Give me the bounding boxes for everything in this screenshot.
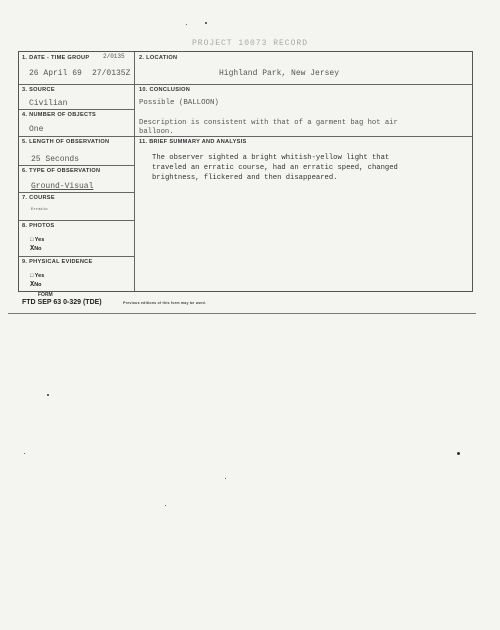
scan-speck [457, 452, 460, 455]
date-time-label: 1. DATE - TIME GROUP [22, 55, 90, 61]
row-divider [19, 109, 134, 110]
source-value: Civilian [29, 99, 68, 108]
checkbox-icon: □ [30, 237, 35, 243]
record-form [18, 51, 473, 292]
photos-yes-label: Yes [34, 237, 45, 243]
photos-label: 8. PHOTOS [22, 223, 55, 229]
scan-speck [165, 505, 166, 506]
scan-speck [225, 478, 226, 479]
photos-no-label: No [34, 246, 42, 252]
column-divider [134, 52, 135, 291]
checkbox-icon: □ [30, 273, 35, 279]
physical-evidence-yes-label: Yes [34, 273, 45, 279]
number-of-objects-label: 4. NUMBER OF OBJECTS [22, 112, 97, 118]
time-value: 27/0135Z [92, 69, 131, 78]
physical-evidence-no-label: No [34, 282, 42, 288]
scan-speck [205, 22, 207, 24]
physical-evidence-no-mark: X [30, 281, 35, 289]
number-of-objects-value: One [29, 125, 44, 134]
summary-line2: traveled an erratic course, had an erratic speed, changed [152, 164, 398, 172]
row-divider [19, 84, 472, 85]
location-value: Highland Park, New Jersey [219, 69, 340, 78]
scan-speck [47, 394, 49, 396]
form-note: Previous editions of this form may be used. [123, 301, 207, 305]
scan-speck [24, 453, 25, 454]
summary-label: 11. BRIEF SUMMARY AND ANALYSIS [139, 139, 247, 145]
physical-evidence-yes-option [30, 273, 44, 279]
form-id: FTD SEP 63 0-329 (TDE) [22, 299, 102, 306]
type-of-observation-label: 6. TYPE OF OBSERVATION [22, 168, 101, 174]
type-of-observation-value: Ground-Visual [31, 182, 94, 191]
scan-speck [186, 24, 187, 25]
row-divider [19, 136, 472, 137]
source-label: 3. SOURCE [22, 87, 55, 93]
row-divider [19, 192, 134, 193]
location-label: 2. LOCATION [139, 55, 178, 61]
photos-no-option [30, 245, 42, 253]
summary-line1: The observer sighted a bright whitish-yellow light that [152, 154, 390, 162]
row-divider [19, 220, 134, 221]
conclusion-description-line2: balloon. [139, 128, 174, 136]
physical-evidence-no-option [30, 281, 42, 289]
summary-line3: brightness, flickered and then disappeared. [152, 174, 338, 182]
photos-yes-option [30, 237, 44, 243]
form-title: PROJECT 10073 RECORD [191, 39, 308, 48]
conclusion-description-line1: Description is consistent with that of a garment bag hot air [139, 119, 398, 127]
bottom-rule [8, 313, 476, 314]
form-label: FORM [38, 292, 53, 298]
date-time-handwritten: 2/0135 [103, 53, 125, 60]
length-of-observation-value: 25 Seconds [31, 155, 80, 164]
date-value: 26 April 69 [29, 69, 82, 78]
row-divider [19, 165, 134, 166]
conclusion-label: 10. CONCLUSION [139, 87, 191, 93]
course-value: Erratic [31, 208, 48, 212]
photos-no-mark: X [30, 245, 35, 253]
conclusion-value: Possible (BALLOON) [139, 99, 219, 107]
length-of-observation-label: 5. LENGTH OF OBSERVATION [22, 139, 110, 145]
row-divider [19, 256, 134, 257]
physical-evidence-label: 9. PHYSICAL EVIDENCE [22, 259, 93, 265]
course-label: 7. COURSE [22, 195, 55, 201]
